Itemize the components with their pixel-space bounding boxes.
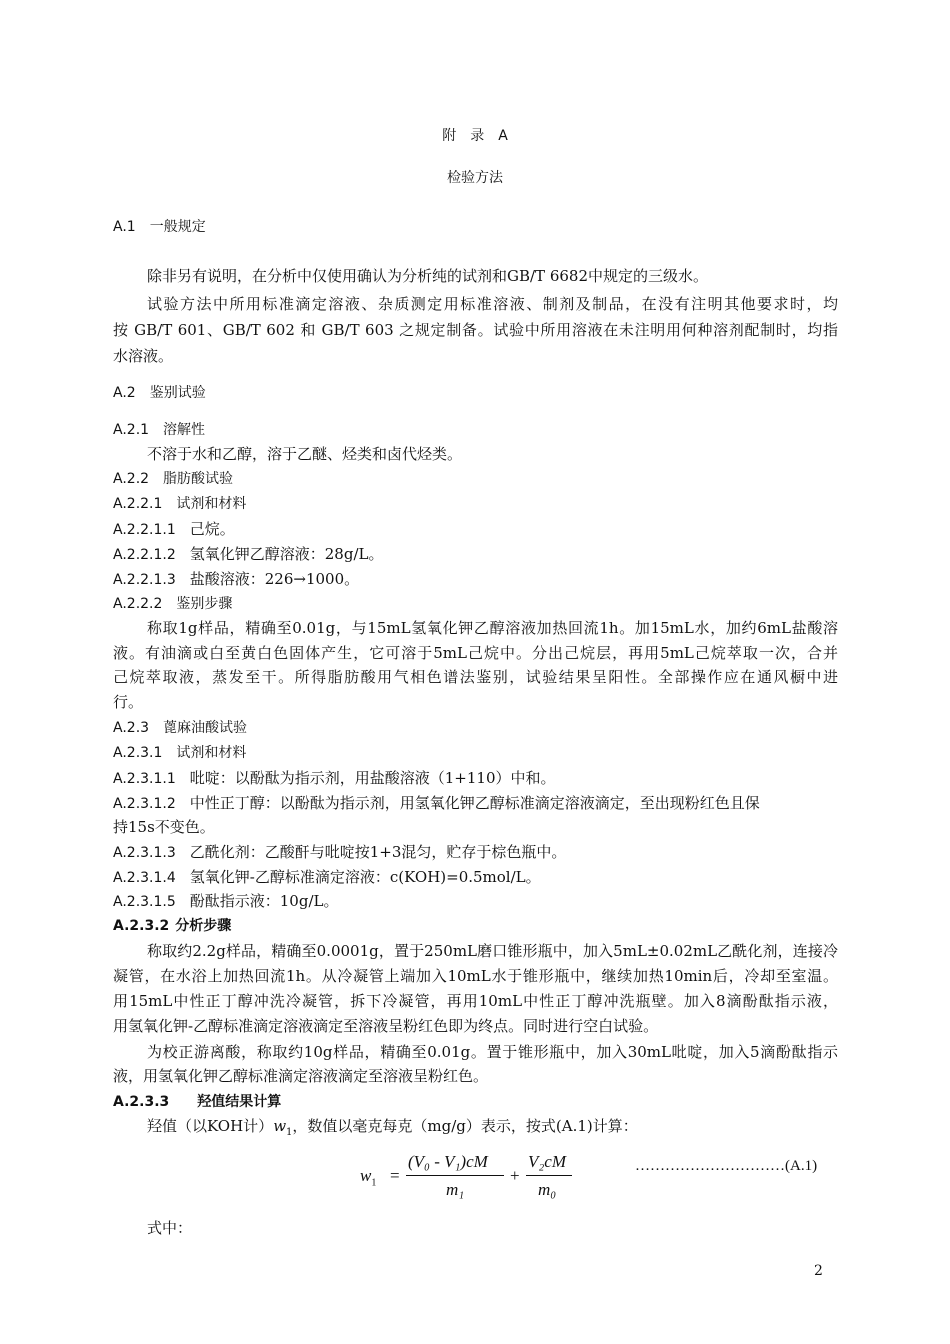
paragraph: 羟值（以KOH计）$w_1$，数值以毫克每克（mg/g）表示，按式(A.1)计算： <box>147 1117 638 1138</box>
paragraph-line: 用15mL中性正丁醇冲洗冷凝管，拆下冷凝管，再用10mL中性正丁醇冲洗瓶壁。加入8滴酚酞指示液， <box>113 992 838 1010</box>
list-item: A.2.2.1.3 盐酸溶液：226→1000。 <box>113 570 360 588</box>
heading-a231: A.2.3.1 试剂和材料 <box>113 745 247 761</box>
paragraph-line: 己烷萃取液，蒸发至干。所得脂肪酸用气相色谱法鉴别，试验结果呈阳性。全部操作应在通风橱中进 <box>113 668 838 686</box>
heading-a23: A.2.3 蓖麻油酸试验 <box>113 720 248 736</box>
paragraph-line: 行。 <box>113 693 144 711</box>
heading-a1: A.1 一般规定 <box>113 219 206 235</box>
paragraph-line: 称取1g样品，精确至0.01g，与15mL氢氧化钾乙醇溶液加热回流1h。加15mL水，加约6mL盐酸溶 <box>147 619 838 637</box>
fraction-bar <box>406 1175 504 1176</box>
list-item: A.2.3.1.4 氢氧化钾-乙醇标准滴定溶液：c(KOH)=0.5mol/L。 <box>113 868 541 886</box>
paragraph-line: 水溶液。 <box>113 347 174 365</box>
heading-a221: A.2.2.1 试剂和材料 <box>113 496 247 512</box>
list-item: A.2.2.1.1 己烷。 <box>113 520 235 538</box>
fraction-bar <box>526 1175 572 1176</box>
heading-a232: A.2.3.2 分析步骤 <box>113 918 232 934</box>
page-number: 2 <box>814 1263 823 1279</box>
appendix-subtitle: 检验方法 <box>447 170 503 186</box>
paragraph-line: 凝管，在水浴上加热回流1h。从冷凝管上端加入10mL水于锥形瓶中，继续加热10min后，冷却至室温。 <box>113 967 838 985</box>
list-item-continuation: 持15s不变色。 <box>113 818 215 836</box>
paragraph-line: 按 GB/T 601、GB/T 602 和 GB/T 603 之规定制备。试验中所用溶液在未注明用何种溶剂配制时，均指 <box>113 321 838 339</box>
formula-denominator-2: m₀ <box>538 1180 557 1199</box>
formula-numerator-2: V₂cM <box>528 1152 567 1171</box>
formula-reference: …………………………(A.1) <box>635 1158 818 1174</box>
formula-plus: + <box>510 1166 520 1185</box>
heading-a222: A.2.2.2 鉴别步骤 <box>113 596 233 612</box>
paragraph-line: 用氢氧化钾-乙醇标准滴定溶液滴定至溶液呈粉红色即为终点。同时进行空白试验。 <box>113 1017 659 1035</box>
where-label: 式中： <box>147 1219 193 1237</box>
paragraph-line: 液。有油滴或白至黄白色固体产生，它可溶于5mL己烷中。分出己烷层，再用5mL己烷萃取一次，合并 <box>113 644 838 662</box>
appendix-title: 附 录 A <box>442 128 508 144</box>
heading-a2: A.2 鉴别试验 <box>113 385 206 401</box>
formula-equals: = <box>390 1166 400 1185</box>
list-item: A.2.2.1.2 氢氧化钾乙醇溶液：28g/L。 <box>113 545 384 563</box>
list-item: A.2.3.1.1 吡啶：以酚酞为指示剂，用盐酸溶液（1+110）中和。 <box>113 769 556 787</box>
paragraph: 不溶于水和乙醇，溶于乙醚、烃类和卤代烃类。 <box>147 445 463 463</box>
formula-denominator-1: m₁ <box>446 1180 465 1199</box>
list-item: A.2.3.1.3 乙酰化剂：乙酸酐与吡啶按1+3混匀，贮存于棕色瓶中。 <box>113 843 567 861</box>
paragraph-line: 液，用氢氧化钾乙醇标准滴定溶液滴定至溶液呈粉红色。 <box>113 1067 489 1085</box>
heading-a21: A.2.1 溶解性 <box>113 422 206 438</box>
paragraph-line: 称取约2.2g样品，精确至0.0001g，置于250mL磨口锥形瓶中，加入5mL±0.02mL乙酰化剂，连接冷 <box>147 942 838 960</box>
list-item: A.2.3.1.2 中性正丁醇：以酚酞为指示剂，用氢氧化钾乙醇标准滴定溶液滴定，至出现粉红色且保 <box>113 794 760 812</box>
formula-a1 <box>360 1148 840 1208</box>
paragraph-line: 试验方法中所用标准滴定溶液、杂质测定用标准溶液、制剂及制品，在没有注明其他要求时，均 <box>147 295 838 313</box>
formula-lhs: $w_1$ <box>360 1166 377 1189</box>
paragraph-line: 为校正游离酸，称取约10g样品，精确至0.01g。置于锥形瓶中，加入30mL吡啶，加入5滴酚酞指示 <box>147 1043 838 1061</box>
paragraph: 除非另有说明，在分析中仅使用确认为分析纯的试剂和GB/T 6682中规定的三级水。 <box>147 267 709 285</box>
heading-a22: A.2.2 脂肪酸试验 <box>113 471 234 487</box>
heading-a233: A.2.3.3 羟值结果计算 <box>113 1094 282 1110</box>
list-item: A.2.3.1.5 酚酞指示液：10g/L。 <box>113 892 339 910</box>
formula-numerator-1: (V₀ - V₁)cM <box>408 1152 488 1171</box>
